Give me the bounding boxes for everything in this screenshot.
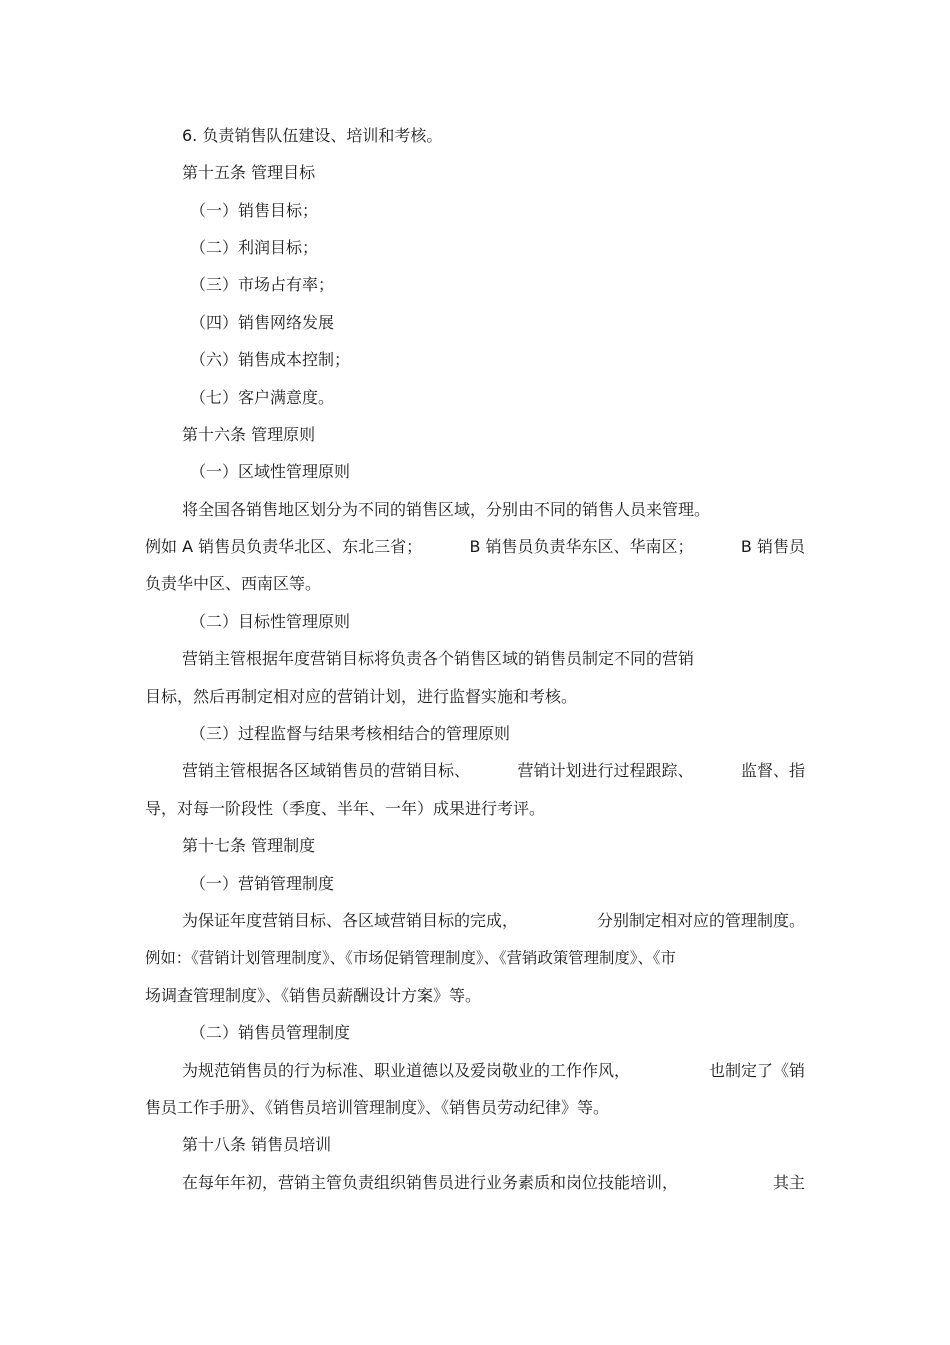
article-heading: 第十五条 管理目标 <box>182 163 316 182</box>
section-heading: （一）区域性管理原则 <box>190 462 351 481</box>
text-segment: 其主 <box>772 1173 805 1192</box>
text-line <box>182 1172 805 1194</box>
text-segment: B 销售员负责华东区、华南区； <box>469 537 694 556</box>
text-segment: 分别制定相对应的管理制度。 <box>596 911 805 930</box>
article-heading: 第十八条 销售员培训 <box>182 1135 332 1154</box>
text-line: 6. 负责销售队伍建设、培训和考核。 <box>182 126 443 145</box>
text-line: 例如：《营销计划管理制度》、《市场促销管理制度》、《营销政策管理制度》、《市 <box>145 949 676 967</box>
text-line <box>182 910 805 932</box>
article-heading: 第十六条 管理原则 <box>182 425 316 444</box>
text-line: 导，对每一阶段性（季度、半年、一年）成果进行考评。 <box>145 799 546 818</box>
text-line: 将全国各销售地区划分为不同的销售区域，分别由不同的销售人员来管理。 <box>182 500 711 519</box>
text-line: 场调查管理制度》、《销售员薪酬设计方案》等。 <box>145 986 482 1005</box>
section-heading: （三）过程监督与结果考核相结合的管理原则 <box>190 724 511 743</box>
list-item: （四）销售网络发展 <box>190 313 335 332</box>
text-segment: 为保证年度营销目标、各区域营销目标的完成， <box>182 911 519 930</box>
text-line <box>182 1060 805 1082</box>
text-segment: B 销售员 <box>740 537 805 556</box>
text-segment: 例如 A 销售员负责华北区、东北三省； <box>145 537 423 556</box>
article-heading: 第十七条 管理制度 <box>182 836 316 855</box>
section-heading: （一）营销管理制度 <box>190 874 335 893</box>
list-item: （六）销售成本控制； <box>190 350 351 369</box>
text-line <box>182 760 805 782</box>
text-segment: 也制定了《销 <box>708 1061 805 1080</box>
text-segment: 营销计划进行过程跟踪、 <box>517 761 694 780</box>
text-line: 目标，然后再制定相对应的营销计划，进行监督实施和考核。 <box>145 687 578 706</box>
list-item: （七）客户满意度。 <box>190 388 335 407</box>
section-heading: （二）目标性管理原则 <box>190 612 351 631</box>
text-segment: 营销主管根据各区域销售员的营销目标、 <box>182 761 471 780</box>
text-line: 营销主管根据年度营销目标将负责各个销售区域的销售员制定不同的营销 <box>182 649 695 668</box>
text-segment: 为规范销售员的行为标准、职业道德以及爱岗敬业的工作作风， <box>182 1061 631 1080</box>
section-heading: （二）销售员管理制度 <box>190 1023 351 1042</box>
text-line <box>145 536 805 558</box>
text-segment: 监督、指 <box>740 761 805 780</box>
text-line: 负责华中区、西南区等。 <box>145 574 322 593</box>
list-item: （三）市场占有率； <box>190 275 335 294</box>
list-item: （一）销售目标； <box>190 201 319 220</box>
list-item: （二）利润目标； <box>190 238 319 257</box>
text-line: 售员工作手册》、《销售员培训管理制度》、《销售员劳动纪律》等。 <box>145 1098 610 1117</box>
text-segment: 在每年年初，营销主管负责组织销售员进行业务素质和岗位技能培训， <box>182 1173 679 1192</box>
